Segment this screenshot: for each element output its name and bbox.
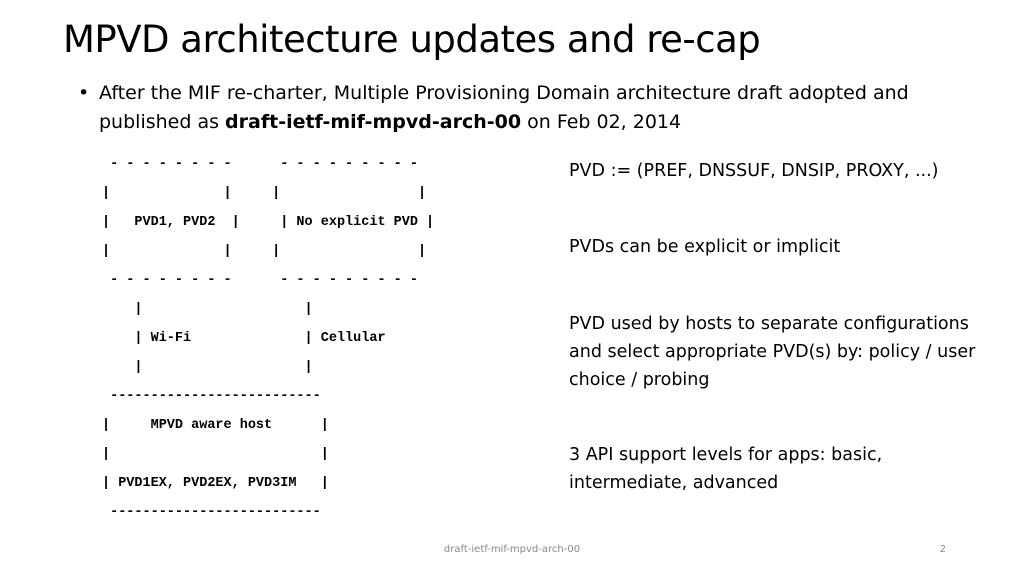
diagram-line: -------------------------- <box>102 505 321 520</box>
diagram-line: | MPVD aware host | <box>102 418 329 433</box>
diagram-line: | | <box>102 360 313 375</box>
diagram-line: | | | | <box>102 186 427 201</box>
diagram-line: - - - - - - - - - - - - - - - - - <box>102 273 418 288</box>
note-explicit-implicit: PVDs can be explicit or implicit <box>569 237 841 257</box>
architecture-diagram <box>102 150 434 527</box>
diagram-line: | | <box>102 302 313 317</box>
diagram-line: | PVD1, PVD2 | | No explicit PVD | <box>102 215 435 230</box>
slide-title: MPVD architecture updates and re-cap <box>63 18 761 61</box>
bullet-text <box>99 79 978 137</box>
bullet-item <box>78 79 978 137</box>
bullet-text-before: After the MIF re-charter, Multiple Provisioning Domain architecture draft adopted and published as <box>99 82 909 133</box>
diagram-line: | | | | <box>102 244 427 259</box>
diagram-line: -------------------------- <box>102 389 321 404</box>
footer-draft-name: draft-ietf-mif-mpvd-arch-00 <box>443 544 581 555</box>
diagram-line: | Wi-Fi | Cellular <box>102 331 386 346</box>
page-number: 2 <box>939 544 946 555</box>
bullet-dot-icon: • <box>78 82 90 104</box>
diagram-line: - - - - - - - - - - - - - - - - - <box>102 157 418 172</box>
note-pvd-definition: PVD := (PREF, DNSSUF, DNSIP, PROXY, ...) <box>569 161 939 181</box>
diagram-line: | | <box>102 447 329 462</box>
bullet-text-after: on Feb 02, 2014 <box>521 111 682 133</box>
note-pvd-usage: PVD used by hosts to separate configurations and select appropriate PVD(s) by: policy / user choice / probing <box>569 314 976 390</box>
draft-name: draft-ietf-mif-mpvd-arch-00 <box>225 111 522 133</box>
diagram-line: | PVD1EX, PVD2EX, PVD3IM | <box>102 476 329 491</box>
note-api-levels: 3 API support levels for apps: basic, intermediate, advanced <box>569 445 883 493</box>
